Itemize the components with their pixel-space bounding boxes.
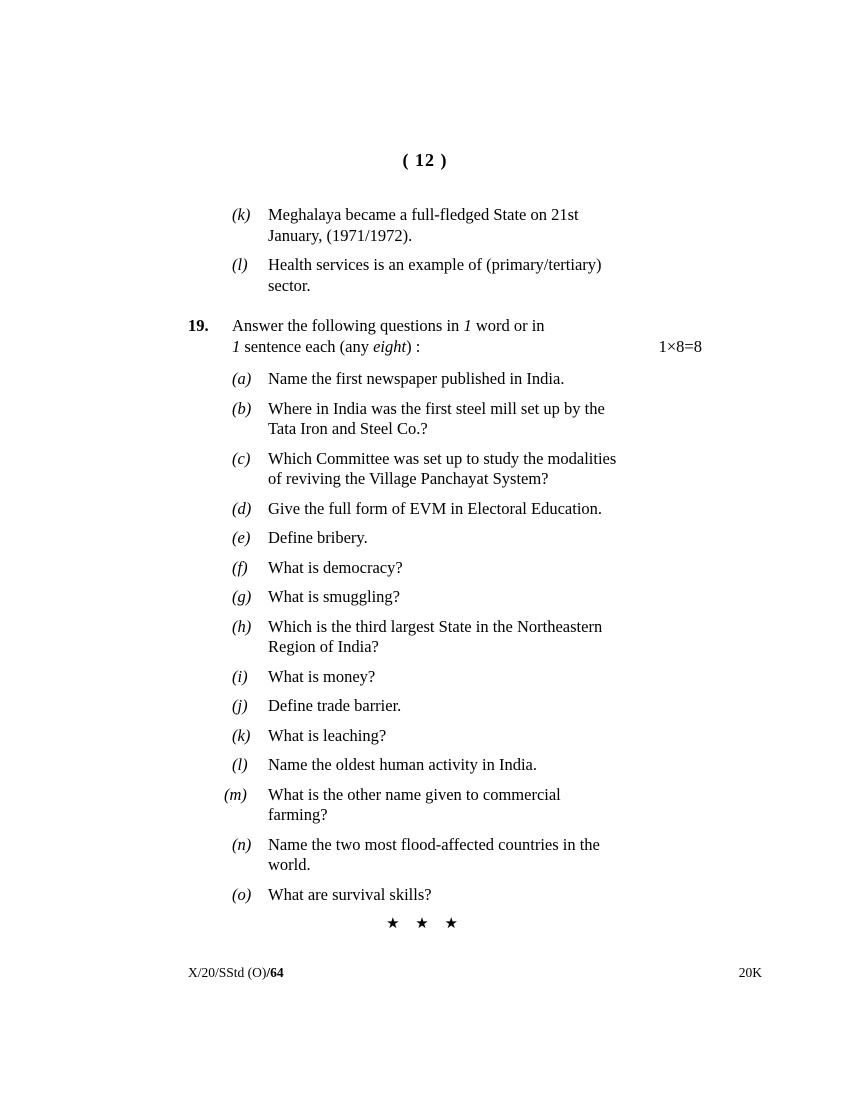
item-line: Region of India? bbox=[268, 637, 379, 656]
list-item bbox=[232, 499, 702, 520]
stem-text: ) : bbox=[406, 336, 421, 356]
spacer bbox=[232, 876, 702, 885]
item-label-e: (e) bbox=[232, 528, 251, 547]
list-item bbox=[232, 205, 702, 246]
item-label-k: (k) bbox=[232, 205, 251, 224]
stem-text: word or in bbox=[475, 316, 545, 335]
item-text-a: Name the first newspaper published in India. bbox=[268, 369, 565, 388]
item-text-i: What is money? bbox=[268, 666, 376, 686]
list-item bbox=[232, 667, 702, 688]
item-line: Which Committee was set up to study the modalities bbox=[268, 448, 617, 468]
end-of-paper-stars: ★ ★ ★ bbox=[386, 916, 464, 932]
spacer bbox=[232, 440, 702, 449]
list-item bbox=[232, 617, 702, 658]
item-label-l: (l) bbox=[232, 255, 248, 274]
item-text-l bbox=[268, 255, 702, 296]
spacer bbox=[232, 549, 702, 558]
item-text-n bbox=[268, 835, 702, 876]
list-item bbox=[232, 558, 702, 579]
item-text-l2: Name the oldest human activity in India. bbox=[268, 755, 537, 774]
question-19-stem bbox=[188, 316, 702, 357]
item-text-m bbox=[268, 785, 702, 826]
item-label-a: (a) bbox=[232, 369, 252, 388]
item-text-f: What is democracy? bbox=[268, 557, 403, 577]
spacer bbox=[232, 608, 702, 617]
spacer bbox=[232, 826, 702, 835]
item-line: January, (1971/1972). bbox=[268, 225, 413, 245]
spacer bbox=[232, 776, 702, 785]
item-label-h: (h) bbox=[232, 616, 252, 636]
item-line: Which is the third largest State in the Northeastern bbox=[268, 616, 603, 636]
question-stem-text bbox=[232, 316, 702, 357]
item-text-d: Give the full form of EVM in Electoral Education. bbox=[268, 498, 603, 518]
spacer bbox=[232, 658, 702, 667]
list-item bbox=[232, 587, 702, 608]
item-line: Tata Iron and Steel Co.? bbox=[268, 419, 428, 438]
paper-code-suffix: /64 bbox=[266, 965, 284, 980]
item-line: of reviving the Village Panchayat System? bbox=[268, 469, 549, 488]
spacer bbox=[232, 578, 702, 587]
item-line: world. bbox=[268, 855, 311, 874]
item-label-o: (o) bbox=[232, 884, 252, 904]
list-item bbox=[224, 784, 702, 826]
item-text-k2: What is leaching? bbox=[268, 725, 387, 745]
list-item bbox=[232, 449, 702, 490]
item-line: Health services is an example of (primary/tertiary) bbox=[268, 255, 602, 274]
marks-allocation: 1×8=8 bbox=[658, 336, 702, 356]
item-label-d: (d) bbox=[232, 498, 252, 518]
stem-text: sentence each (any bbox=[244, 336, 369, 356]
item-label-m: (m) bbox=[224, 784, 247, 804]
stem-line-2 bbox=[232, 337, 702, 358]
item-label-i: (i) bbox=[232, 666, 248, 686]
stem-text: Answer the following questions in bbox=[232, 316, 460, 335]
item-text-o: What are survival skills? bbox=[268, 884, 432, 904]
item-line: sector. bbox=[268, 275, 311, 295]
stem-line-1 bbox=[232, 316, 545, 335]
item-text-b bbox=[268, 399, 702, 440]
item-label-g: (g) bbox=[232, 587, 252, 606]
item-line: Where in India was the first steel mill set up by the bbox=[268, 398, 605, 418]
item-label-k2: (k) bbox=[232, 725, 251, 745]
list-item bbox=[232, 528, 702, 549]
list-item bbox=[232, 835, 702, 876]
page-content bbox=[188, 205, 702, 905]
item-label-f: (f) bbox=[232, 557, 248, 577]
list-item bbox=[232, 399, 702, 440]
item-line: farming? bbox=[268, 805, 328, 824]
paper-code-prefix: X/20/SStd (O) bbox=[188, 965, 267, 980]
item-text-j: Define trade barrier. bbox=[268, 696, 402, 715]
stem-emphasis: eight bbox=[373, 336, 407, 356]
footer-print-run: 20K bbox=[738, 965, 762, 980]
item-text-e: Define bribery. bbox=[268, 528, 368, 547]
item-label-c: (c) bbox=[232, 448, 251, 468]
list-item bbox=[232, 369, 702, 390]
spacer bbox=[232, 519, 702, 528]
page-number-header: ( 12 ) bbox=[402, 150, 448, 170]
footer-paper-code bbox=[188, 965, 284, 981]
spacer bbox=[188, 296, 702, 316]
question-19-items bbox=[224, 369, 702, 905]
list-item bbox=[232, 755, 702, 776]
spacer bbox=[232, 246, 702, 255]
item-line: Meghalaya became a full-fledged State on 21st bbox=[268, 205, 579, 224]
item-line: What is the other name given to commercial bbox=[268, 784, 561, 804]
item-text-h bbox=[268, 617, 702, 658]
item-text-k bbox=[268, 205, 702, 246]
item-line: Name the two most flood-affected countries in the bbox=[268, 834, 600, 854]
list-item bbox=[232, 255, 702, 296]
spacer bbox=[232, 490, 702, 499]
spacer bbox=[232, 687, 702, 696]
item-label-n: (n) bbox=[232, 834, 252, 854]
item-label-j: (j) bbox=[232, 696, 248, 715]
stem-emphasis: 1 bbox=[463, 316, 472, 335]
list-item bbox=[232, 726, 702, 747]
spacer bbox=[232, 717, 702, 726]
list-item bbox=[232, 696, 702, 717]
stem-emphasis: 1 bbox=[232, 336, 241, 356]
spacer bbox=[188, 357, 702, 369]
item-label-l2: (l) bbox=[232, 755, 248, 774]
continued-items-list bbox=[232, 205, 702, 296]
question-number: 19. bbox=[188, 316, 209, 335]
list-item bbox=[232, 885, 702, 906]
item-text-c bbox=[268, 449, 702, 490]
spacer bbox=[232, 390, 702, 399]
item-text-g: What is smuggling? bbox=[268, 587, 400, 606]
item-label-b: (b) bbox=[232, 398, 252, 418]
spacer bbox=[232, 746, 702, 755]
